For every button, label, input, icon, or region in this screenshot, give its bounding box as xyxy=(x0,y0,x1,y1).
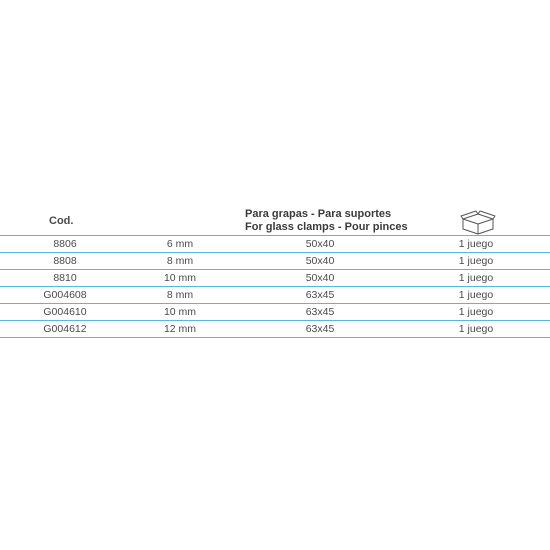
table-row xyxy=(0,320,550,338)
cell-code: 8806 xyxy=(53,238,77,250)
cell-code: G004610 xyxy=(43,306,87,318)
table-row xyxy=(0,303,550,320)
cell-quantity: 1 juego xyxy=(458,255,494,267)
cell-code: G004608 xyxy=(43,289,87,301)
cell-code: 8808 xyxy=(53,255,77,267)
cell-quantity: 1 juego xyxy=(458,306,494,318)
box-icon xyxy=(460,210,496,236)
product-table xyxy=(0,207,550,335)
cell-code: 8810 xyxy=(53,272,77,284)
cell-dimensions: 63x45 xyxy=(305,323,335,335)
cell-quantity: 1 juego xyxy=(458,272,494,284)
cell-size: 10 mm xyxy=(163,272,197,284)
cell-code: G004612 xyxy=(43,323,87,335)
cell-quantity: 1 juego xyxy=(458,323,494,335)
table-row xyxy=(0,252,550,269)
table-body xyxy=(0,235,550,338)
cell-dimensions: 63x45 xyxy=(305,289,335,301)
table-row xyxy=(0,269,550,286)
table-header xyxy=(0,207,550,234)
description-header xyxy=(245,208,408,234)
code-column-header: Cod. xyxy=(49,215,74,227)
description-line-2: For glass clamps - Pour pinces xyxy=(245,221,408,233)
cell-size: 10 mm xyxy=(163,306,197,318)
cell-size: 12 mm xyxy=(163,323,197,335)
cell-dimensions: 50x40 xyxy=(305,272,335,284)
cell-quantity: 1 juego xyxy=(458,238,494,250)
cell-size: 6 mm xyxy=(166,238,194,250)
table-row xyxy=(0,235,550,252)
table-row xyxy=(0,286,550,303)
cell-dimensions: 50x40 xyxy=(305,255,335,267)
cell-size: 8 mm xyxy=(166,289,194,301)
cell-quantity: 1 juego xyxy=(458,289,494,301)
cell-dimensions: 50x40 xyxy=(305,238,335,250)
cell-dimensions: 63x45 xyxy=(305,306,335,318)
description-line-1: Para grapas - Para suportes xyxy=(245,208,392,220)
cell-size: 8 mm xyxy=(166,255,194,267)
